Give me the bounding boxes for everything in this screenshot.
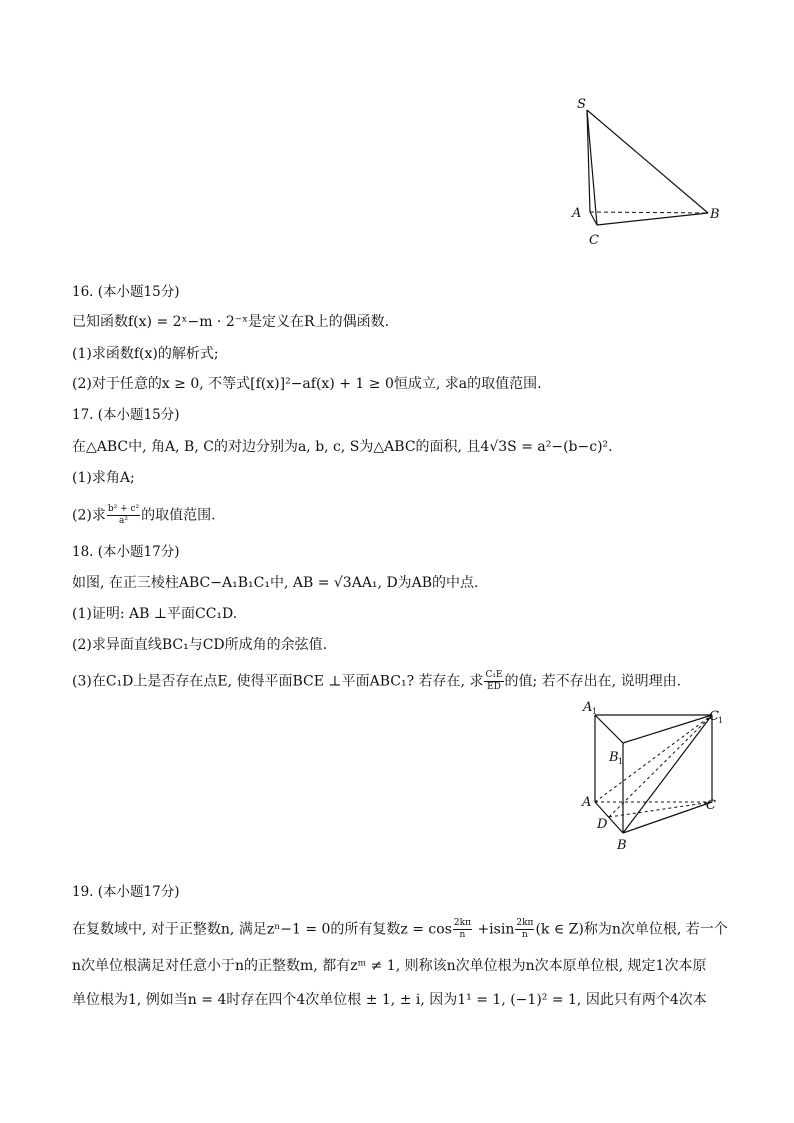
edge-d-c1-dashed — [609, 715, 712, 817]
label-c1-sub: 1 — [718, 716, 724, 725]
q17-frac-den: a² — [118, 516, 128, 526]
q19-line3: 单位根为1, 例如当n = 4时存在四个4次单位根 ± 1, ± i, 因为1¹ = 1, (−1)² = 1, 因此只有两个4次本 — [72, 992, 707, 1008]
q17-fraction — [107, 504, 140, 527]
q18-part1: (1)证明: AB ⊥平面CC₁D. — [72, 606, 238, 622]
q17-stem: 在△ABC中, 角A, B, C的对边分别为a, b, c, S为△ABC的面积, 且4√3S = a²−(b−c)². — [72, 439, 613, 455]
q19-line1 — [72, 918, 728, 941]
q17-heading: 17. (本小题15分) — [72, 407, 180, 423]
label-c: C — [706, 798, 716, 813]
q17-part2-post: 的取值范围. — [141, 507, 216, 524]
q16-stem: 已知函数f(x) = 2ˣ−m · 2⁻ˣ是定义在R上的偶函数. — [72, 314, 390, 330]
edge-b-c1 — [623, 715, 712, 833]
label-s: S — [577, 97, 586, 112]
prism-figure — [575, 695, 735, 855]
q18-fraction — [484, 670, 503, 693]
label-b1: B — [609, 750, 619, 765]
label-b: B — [710, 207, 720, 222]
q19-line2: n次单位根满足对任意小于n的正整数m, 都有zᵐ ≠ 1, 则称该n次单位根为n次本原单位根, 规定1次本原 — [72, 958, 707, 974]
edge-cb — [597, 213, 708, 225]
q18-part3-post: 的值; 若不存出在, 说明理由. — [504, 673, 682, 690]
q17-part2 — [72, 504, 216, 527]
q16-part1: (1)求函数f(x)的解析式; — [72, 346, 219, 362]
q19-line1-pre: 在复数域中, 对于正整数n, 满足zⁿ−1 = 0的所有复数z = cos — [72, 921, 452, 938]
q18-heading: 18. (本小题17分) — [72, 544, 180, 560]
label-a: A — [582, 795, 592, 810]
edge-a1-b1 — [595, 715, 623, 743]
q18-frac-num: C₁E — [485, 670, 503, 680]
q16-heading: 16. (本小题15分) — [72, 284, 180, 300]
q18-stem: 如图, 在正三棱柱ABC−A₁B₁C₁中, AB = √3AA₁, D为AB的中点. — [72, 575, 479, 591]
edge-ab-dashed — [590, 212, 708, 213]
q18-part3-pre: (3)在C₁D上是否存在点E, 使得平面BCE ⊥平面ABC₁? 若存在, 求 — [72, 673, 484, 690]
q19-frac2-den: n — [522, 930, 528, 940]
label-c1: C — [709, 709, 719, 724]
label-a: A — [572, 206, 582, 221]
tetrahedron-figure — [560, 90, 740, 260]
q19-frac1-num: 2kπ — [453, 918, 471, 928]
q19-heading: 19. (本小题17分) — [72, 884, 180, 900]
q17-part2-pre: (2)求 — [72, 507, 106, 524]
edge-d-c-dashed — [609, 802, 712, 817]
q19-line1-post: (k ∈ Z)称为n次单位根, 若一个 — [535, 921, 728, 938]
label-d: D — [597, 817, 608, 832]
label-b: B — [617, 838, 627, 853]
q18-frac-den: ED — [487, 682, 501, 692]
q18-part2: (2)求异面直线BC₁与CD所成角的余弦值. — [72, 637, 328, 653]
q17-frac-num: b² + c² — [107, 504, 140, 514]
q19-line1-mid: +isin — [473, 921, 515, 938]
q19-frac2-num: 2kπ — [516, 918, 534, 928]
q18-part3 — [72, 670, 681, 693]
q19-frac1-den: n — [459, 930, 466, 940]
q19-fraction-2 — [515, 918, 534, 941]
q19-fraction-1 — [453, 918, 472, 941]
label-a1-sub: 1 — [592, 707, 598, 716]
edge-sb — [587, 110, 708, 213]
q17-part1: (1)求角A; — [72, 470, 135, 486]
q16-part2: (2)对于任意的x ≥ 0, 不等式[f(x)]²−af(x) + 1 ≥ 0恒成立, 求a的取值范围. — [72, 376, 542, 392]
edge-b1-c1 — [623, 715, 712, 743]
label-c: C — [589, 233, 599, 248]
label-a1: A — [583, 700, 593, 715]
edge-b-c — [623, 802, 712, 833]
label-b1-sub: 1 — [618, 757, 624, 766]
